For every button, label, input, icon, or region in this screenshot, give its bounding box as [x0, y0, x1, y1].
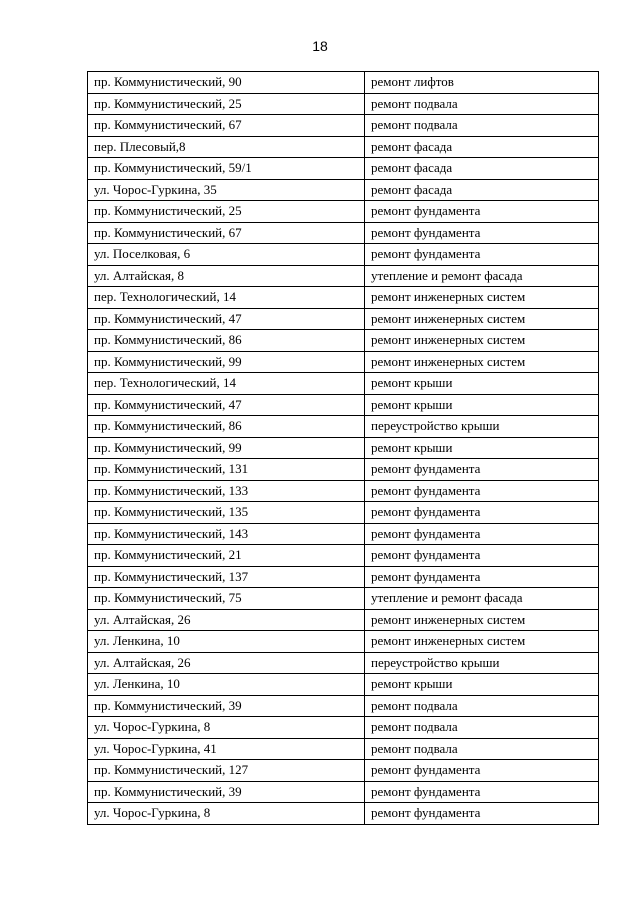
work-type-cell: ремонт фундамента — [365, 480, 599, 502]
work-type-cell: ремонт крыши — [365, 394, 599, 416]
table-row — [88, 437, 599, 459]
table-row — [88, 179, 599, 201]
work-type-cell: ремонт инженерных систем — [365, 287, 599, 309]
address-cell: пер. Плесовый,8 — [88, 136, 365, 158]
address-cell: пр. Коммунистический, 67 — [88, 115, 365, 137]
table-row — [88, 717, 599, 739]
work-type-cell: утепление и ремонт фасада — [365, 588, 599, 610]
address-cell: пр. Коммунистический, 135 — [88, 502, 365, 524]
address-cell: пр. Коммунистический, 99 — [88, 437, 365, 459]
repair-works-table-body — [88, 72, 599, 825]
table-row — [88, 330, 599, 352]
address-cell: пр. Коммунистический, 90 — [88, 72, 365, 94]
work-type-cell: ремонт фасада — [365, 136, 599, 158]
table-row — [88, 287, 599, 309]
address-cell: пр. Коммунистический, 133 — [88, 480, 365, 502]
work-type-cell: ремонт инженерных систем — [365, 351, 599, 373]
address-cell: ул. Чорос-Гуркина, 8 — [88, 717, 365, 739]
address-cell: пр. Коммунистический, 67 — [88, 222, 365, 244]
address-cell: ул. Поселковая, 6 — [88, 244, 365, 266]
repair-works-table — [87, 71, 599, 825]
address-cell: пр. Коммунистический, 39 — [88, 695, 365, 717]
table-row — [88, 738, 599, 760]
table-row — [88, 373, 599, 395]
table-row — [88, 459, 599, 481]
work-type-cell: ремонт крыши — [365, 437, 599, 459]
table-row — [88, 72, 599, 94]
address-cell: ул. Ленкина, 10 — [88, 631, 365, 653]
address-cell: пр. Коммунистический, 39 — [88, 781, 365, 803]
table-row — [88, 803, 599, 825]
address-cell: пр. Коммунистический, 25 — [88, 93, 365, 115]
work-type-cell: ремонт подвала — [365, 695, 599, 717]
address-cell: ул. Чорос-Гуркина, 8 — [88, 803, 365, 825]
table-row — [88, 416, 599, 438]
table-row — [88, 609, 599, 631]
table-row — [88, 115, 599, 137]
address-cell: пер. Технологический, 14 — [88, 287, 365, 309]
address-cell: пр. Коммунистический, 143 — [88, 523, 365, 545]
address-cell: пр. Коммунистический, 86 — [88, 330, 365, 352]
table-row — [88, 308, 599, 330]
address-cell: пр. Коммунистический, 131 — [88, 459, 365, 481]
address-cell: пр. Коммунистический, 21 — [88, 545, 365, 567]
work-type-cell: ремонт подвала — [365, 115, 599, 137]
work-type-cell: ремонт инженерных систем — [365, 609, 599, 631]
work-type-cell: ремонт подвала — [365, 93, 599, 115]
address-cell: ул. Алтайская, 8 — [88, 265, 365, 287]
table-row — [88, 265, 599, 287]
table-row — [88, 93, 599, 115]
table-row — [88, 201, 599, 223]
page-number: 18 — [312, 38, 328, 54]
address-cell: ул. Алтайская, 26 — [88, 609, 365, 631]
work-type-cell: ремонт крыши — [365, 373, 599, 395]
table-row — [88, 760, 599, 782]
table-row — [88, 136, 599, 158]
table-row — [88, 222, 599, 244]
table-row — [88, 566, 599, 588]
work-type-cell: ремонт фундамента — [365, 566, 599, 588]
work-type-cell: ремонт фундамента — [365, 502, 599, 524]
table-row — [88, 351, 599, 373]
address-cell: пр. Коммунистический, 137 — [88, 566, 365, 588]
table-row — [88, 502, 599, 524]
work-type-cell: ремонт крыши — [365, 674, 599, 696]
work-type-cell: ремонт инженерных систем — [365, 330, 599, 352]
table-row — [88, 588, 599, 610]
work-type-cell: утепление и ремонт фасада — [365, 265, 599, 287]
work-type-cell: ремонт инженерных систем — [365, 631, 599, 653]
table-row — [88, 244, 599, 266]
address-cell: пр. Коммунистический, 47 — [88, 308, 365, 330]
table-row — [88, 394, 599, 416]
work-type-cell: ремонт фундамента — [365, 781, 599, 803]
table-row — [88, 631, 599, 653]
work-type-cell: ремонт фундамента — [365, 523, 599, 545]
table-row — [88, 674, 599, 696]
work-type-cell: переустройство крыши — [365, 416, 599, 438]
address-cell: пр. Коммунистический, 59/1 — [88, 158, 365, 180]
work-type-cell: ремонт фундамента — [365, 545, 599, 567]
work-type-cell: ремонт фундамента — [365, 459, 599, 481]
work-type-cell: ремонт фундамента — [365, 201, 599, 223]
work-type-cell: ремонт инженерных систем — [365, 308, 599, 330]
address-cell: ул. Ленкина, 10 — [88, 674, 365, 696]
table-row — [88, 523, 599, 545]
work-type-cell: ремонт лифтов — [365, 72, 599, 94]
work-type-cell: ремонт подвала — [365, 717, 599, 739]
work-type-cell: ремонт фундамента — [365, 760, 599, 782]
work-type-cell: ремонт фундамента — [365, 803, 599, 825]
table-row — [88, 158, 599, 180]
work-type-cell: ремонт подвала — [365, 738, 599, 760]
table-row — [88, 695, 599, 717]
work-type-cell: переустройство крыши — [365, 652, 599, 674]
address-cell: пр. Коммунистический, 75 — [88, 588, 365, 610]
table-row — [88, 480, 599, 502]
address-cell: пр. Коммунистический, 127 — [88, 760, 365, 782]
work-type-cell: ремонт фасада — [365, 179, 599, 201]
table-row — [88, 781, 599, 803]
work-type-cell: ремонт фундамента — [365, 222, 599, 244]
table-row — [88, 545, 599, 567]
address-cell: пер. Технологический, 14 — [88, 373, 365, 395]
work-type-cell: ремонт фасада — [365, 158, 599, 180]
address-cell: пр. Коммунистический, 47 — [88, 394, 365, 416]
address-cell: ул. Алтайская, 26 — [88, 652, 365, 674]
address-cell: ул. Чорос-Гуркина, 41 — [88, 738, 365, 760]
table-row — [88, 652, 599, 674]
address-cell: ул. Чорос-Гуркина, 35 — [88, 179, 365, 201]
work-type-cell: ремонт фундамента — [365, 244, 599, 266]
address-cell: пр. Коммунистический, 99 — [88, 351, 365, 373]
address-cell: пр. Коммунистический, 25 — [88, 201, 365, 223]
address-cell: пр. Коммунистический, 86 — [88, 416, 365, 438]
